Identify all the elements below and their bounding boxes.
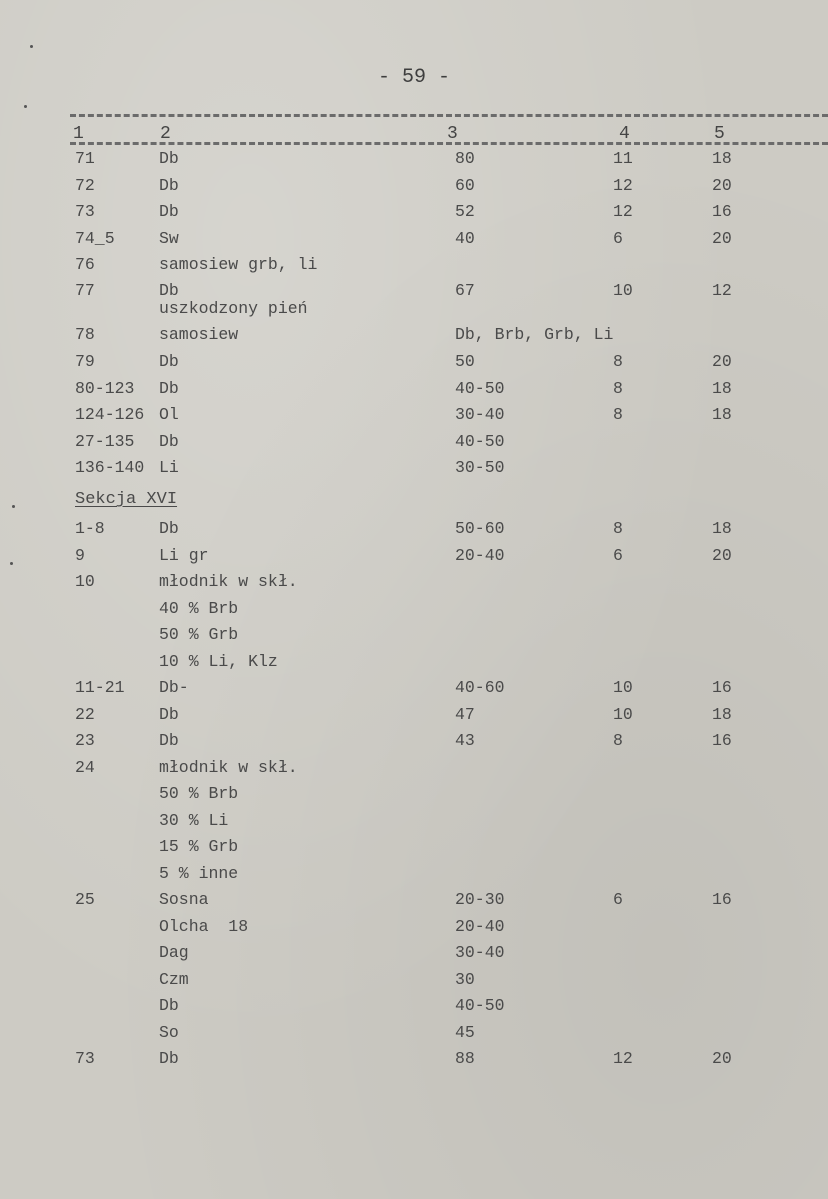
cell-c3: 30-40 [455,943,505,962]
cell-c2: Db [159,705,179,724]
cell-c3: 80 [455,149,475,168]
table-row [0,1046,828,1072]
cell-c5: 20 [712,1049,732,1068]
cell-c2: Sosna [159,890,209,909]
table-row [0,649,828,675]
cell-c4: 6 [613,228,623,248]
table-row [0,429,828,455]
table-row [0,199,828,225]
header-top-rule [70,114,828,117]
cell-c3: 20-30 [455,890,505,909]
cell-c5: 16 [712,731,732,750]
table-row [0,252,828,278]
table-row [0,887,828,913]
cell-c2: Olcha 18 [159,917,249,936]
cell-c4: 8 [613,519,623,538]
cell-c2: Sw [159,228,179,248]
table-row [0,296,828,322]
cell-c1: 73 [75,1049,95,1068]
cell-c2: 15 % Grb [159,837,239,856]
column-header-1: 1 [73,124,84,144]
cell-c2: Li [159,458,179,477]
table-row [0,967,828,993]
cell-c1: 9 [75,546,85,565]
cell-c2: 30 % Li [159,811,229,830]
cell-c1: 72 [75,175,95,195]
cell-c2: Db [159,281,179,300]
table-row [0,808,828,834]
cell-c4: 8 [613,378,623,398]
cell-c4: 10 [613,705,633,724]
cell-c3: 20-40 [455,546,505,565]
cell-c5: 18 [712,519,732,538]
cell-c1: 78 [75,325,95,344]
cell-c4: 6 [613,890,623,909]
cell-c2: Ol [159,405,179,424]
cell-c2: 10 % Li, Klz [159,652,278,671]
cell-c5: 12 [712,281,732,300]
cell-c3: 40-50 [455,996,505,1015]
cell-c3: 50-60 [455,519,505,538]
cell-c1: 71 [75,149,95,168]
table-row [0,402,828,428]
cell-c1: 136-140 [75,458,145,477]
cell-c3: 40-50 [455,431,505,451]
cell-c2: 50 % Brb [159,784,239,803]
cell-c2: Db [159,175,179,195]
cell-c1: 24 [75,758,95,777]
cell-c1: 79 [75,352,95,371]
cell-c3: 30-50 [455,458,505,477]
cell-c4: 10 [613,678,633,697]
table-row [0,622,828,648]
cell-c2: młodnik w skł. [159,572,298,591]
table-row [0,755,828,781]
cell-c3: 50 [455,352,475,371]
cell-c2: Dag [159,943,189,962]
cell-c3: 67 [455,281,475,300]
cell-c1: 73 [75,202,95,221]
cell-c3: 47 [455,705,475,724]
cell-c2: 5 % inne [159,864,239,883]
table-row [0,914,828,940]
cell-c4: 8 [613,352,623,371]
cell-c2: Db [159,431,179,451]
cell-c2: samosiew grb, li [159,255,318,274]
cell-c2: Db [159,519,179,538]
cell-c5: 16 [712,890,732,909]
cell-c5: 18 [712,705,732,724]
cell-c5: 20 [712,352,732,371]
cell-c1: 11-21 [75,678,125,697]
table-row [0,455,828,481]
table-row [0,226,828,252]
table-row [0,146,828,172]
column-header-5: 5 [714,124,725,144]
cell-c2: Db [159,731,179,750]
cell-c4: 8 [613,731,623,750]
cell-c1: 27-135 [75,431,135,451]
cell-c2: Db [159,149,179,168]
cell-c3: 52 [455,202,475,221]
cell-c2: 40 % Brb [159,599,239,618]
cell-c2: Db- [159,678,189,697]
table-row [0,596,828,622]
punch-mark [30,45,33,48]
table-row [0,376,828,402]
cell-c2: Db [159,202,179,221]
table-row [0,940,828,966]
cell-c5: 16 [712,202,732,221]
cell-c5: 18 [712,378,732,398]
cell-c4: 10 [613,281,633,300]
column-header-4: 4 [619,124,630,144]
cell-c1: 76 [75,255,95,274]
cell-c1: 22 [75,705,95,724]
cell-c4: 6 [613,546,623,565]
cell-c3: 45 [455,1023,475,1042]
table-row [0,543,828,569]
cell-c1: 1-8 [75,519,105,538]
cell-c2: So [159,1023,179,1042]
table-row [0,993,828,1019]
cell-c2: Db [159,378,179,398]
cell-c3: 30 [455,970,475,989]
cell-c2: Db [159,1049,179,1068]
cell-c1: 25 [75,890,95,909]
table-row [0,675,828,701]
cell-c5: 20 [712,546,732,565]
cell-c4: 11 [613,149,633,168]
table-row [0,569,828,595]
cell-c3: 30-40 [455,405,505,424]
cell-c2: Db [159,352,179,371]
cell-c1: 80-123 [75,378,135,398]
cell-c4: 12 [613,1049,633,1068]
table-row [0,861,828,887]
cell-c1: 10 [75,572,95,591]
cell-c3: 88 [455,1049,475,1068]
table-row [0,322,828,348]
cell-c1: 74_5 [75,228,115,248]
cell-c5: 20 [712,175,732,195]
table-row [0,834,828,860]
cell-c3: 40-50 [455,378,505,398]
cell-c3: 20-40 [455,917,505,936]
table-row [0,728,828,754]
cell-c1: 77 [75,281,95,300]
section-title: Sekcja XVI [75,490,178,509]
cell-c1: 124-126 [75,405,145,424]
column-header-2: 2 [160,124,171,144]
cell-c2: 50 % Grb [159,625,239,644]
table-row [0,173,828,199]
cell-c3: 60 [455,175,475,195]
cell-c5: 18 [712,149,732,168]
punch-mark [12,505,15,508]
cell-c2: młodnik w skł. [159,758,298,777]
table-row [0,1020,828,1046]
punch-mark [10,562,13,565]
cell-c3: Db, Brb, Grb, Li [455,325,614,344]
column-header-3: 3 [447,124,458,144]
cell-c2: samosiew [159,325,239,344]
cell-c3: 40-60 [455,678,505,697]
cell-c3: 43 [455,731,475,750]
cell-c5: 18 [712,405,732,424]
cell-c2: uszkodzony pień [159,299,308,318]
table-row [0,516,828,542]
cell-c5: 16 [712,678,732,697]
cell-c5: 20 [712,228,732,248]
cell-c2: Li gr [159,546,209,565]
table-row [0,349,828,375]
cell-c2: Czm [159,970,189,989]
table-row [0,781,828,807]
cell-c1: 23 [75,731,95,750]
page-number: - 59 - [377,66,450,89]
cell-c2: Db [159,996,179,1015]
cell-c4: 8 [613,405,623,424]
cell-c4: 12 [613,175,633,195]
punch-mark [24,105,27,108]
table-row [0,702,828,728]
cell-c4: 12 [613,202,633,221]
cell-c3: 40 [455,228,475,248]
